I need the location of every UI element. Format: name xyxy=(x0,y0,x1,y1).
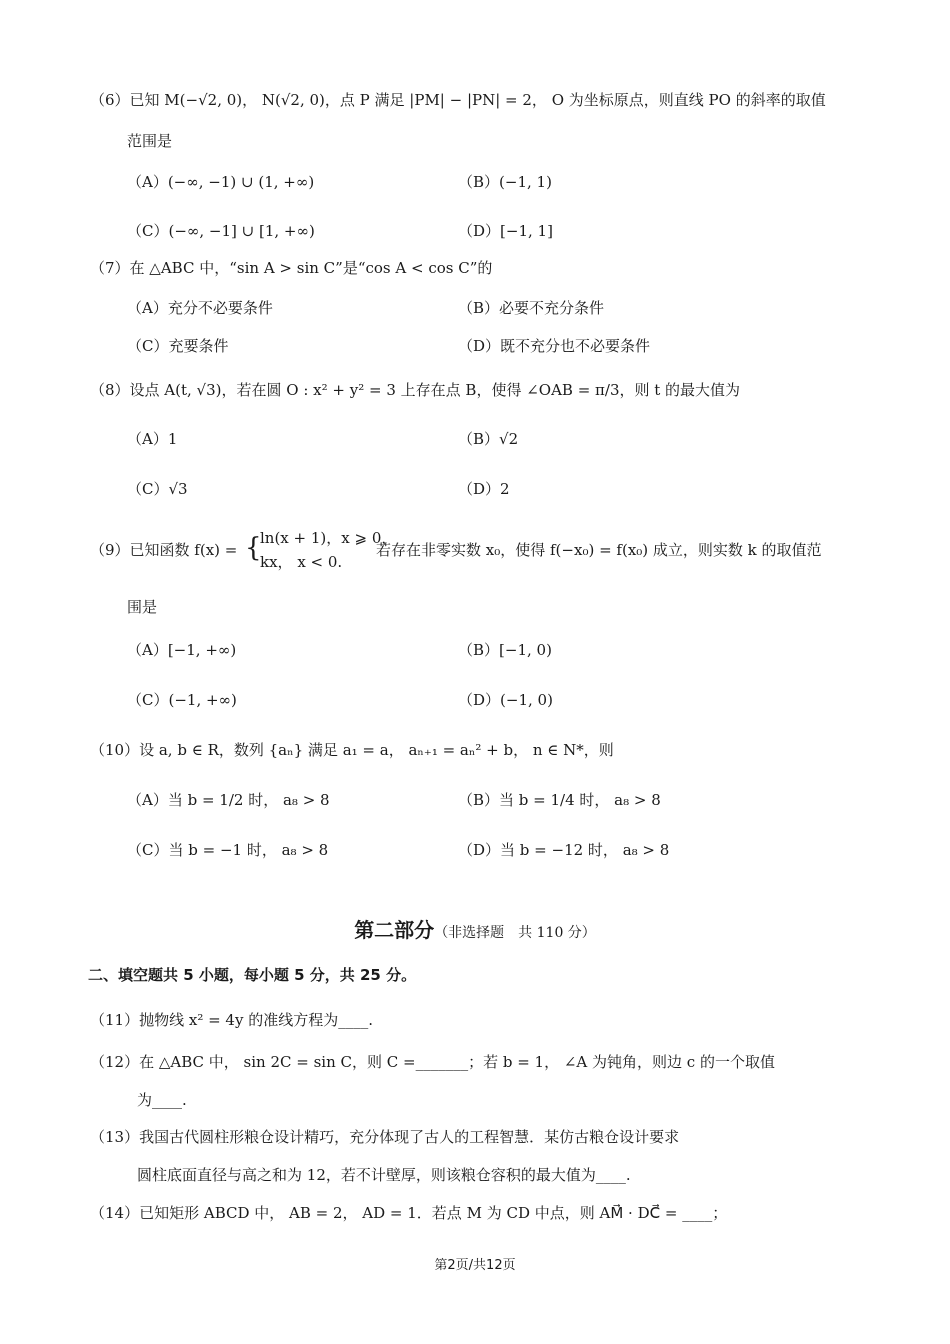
q9-case-2: kx， x < 0. xyxy=(260,553,343,571)
section-heading-fill-in: 二、填空题共 5 小题，每小题 5 分，共 25 分。 xyxy=(88,966,417,984)
q6-option-a: （A）(−∞, −1) ∪ (1, +∞) xyxy=(127,173,315,191)
page-number: 第2页/共12页 xyxy=(434,1258,516,1273)
q14-stem: （14）已知矩形 ABCD 中， AB = 2， AD = 1．若点 M 为 CD 中点，则 AM⃗ · DC⃗ = ____； xyxy=(90,1204,728,1222)
part-two-heading xyxy=(0,914,950,943)
q6-option-d: （D）[−1, 1] xyxy=(458,222,553,240)
q9-option-b: （B）[−1, 0) xyxy=(458,641,552,659)
q10-option-c: （C）当 b = −1 时， a₈ > 8 xyxy=(127,841,329,859)
q6-stem: （6）已知 M(−√2, 0)， N(√2, 0)，点 P 满足 |PM| − |PN| = 2， O 为坐标原点，则直线 PO 的斜率的取值 xyxy=(90,91,826,109)
q9-option-d: （D）(−1, 0) xyxy=(458,691,553,709)
q7-option-c: （C）充要条件 xyxy=(127,337,229,355)
q6-option-b: （B）(−1, 1) xyxy=(458,173,552,191)
q12-stem-cont: 为____. xyxy=(137,1091,187,1109)
q10-option-d: （D）当 b = −12 时， a₈ > 8 xyxy=(458,841,670,859)
q10-option-b: （B）当 b = 1/4 时， a₈ > 8 xyxy=(458,791,661,809)
q7-option-a: （A）充分不必要条件 xyxy=(127,299,273,317)
q13-stem-cont: 圆柱底面直径与高之和为 12，若不计壁厚，则该粮仓容积的最大值为____. xyxy=(137,1166,631,1184)
q7-option-b: （B）必要不充分条件 xyxy=(458,299,605,317)
q9-option-a: （A）[−1, +∞) xyxy=(127,641,237,659)
q6-stem-cont: 范围是 xyxy=(127,132,173,150)
q9-stem-pre: （9）已知函数 f(x) = xyxy=(90,541,238,559)
q9-stem-post: 若存在非零实数 x₀，使得 f(−x₀) = f(x₀) 成立，则实数 k 的取值范 xyxy=(376,541,822,559)
q8-option-c: （C）√3 xyxy=(127,480,188,498)
q9-stem-cont: 围是 xyxy=(127,598,158,616)
q11-stem: （11）抛物线 x² = 4y 的准线方程为____. xyxy=(90,1011,373,1029)
q9-brace: { xyxy=(245,533,262,563)
q10-option-a: （A）当 b = 1/2 时， a₈ > 8 xyxy=(127,791,330,809)
q8-option-d: （D）2 xyxy=(458,480,510,498)
part-two-title: 第二部分 xyxy=(354,918,435,942)
q12-stem: （12）在 △ABC 中， sin 2C = sin C，则 C =_______；若 b = 1， ∠A 为钝角，则边 c 的一个取值 xyxy=(90,1053,775,1071)
q13-stem: （13）我国古代圆柱形粮仓设计精巧，充分体现了古人的工程智慧．某仿古粮仓设计要求 xyxy=(90,1128,680,1146)
q9-option-c: （C）(−1, +∞) xyxy=(127,691,237,709)
q7-stem: （7）在 △ABC 中，“sin A > sin C”是“cos A < cos C”的 xyxy=(90,259,493,277)
q6-option-c: （C）(−∞, −1] ∪ [1, +∞) xyxy=(127,222,315,240)
part-two-subtitle: （非选择题 共 110 分） xyxy=(434,925,596,941)
q8-stem: （8）设点 A(t, √3)，若在圆 O : x² + y² = 3 上存在点 B，使得 ∠OAB = π/3，则 t 的最大值为 xyxy=(90,381,741,399)
q7-option-d: （D）既不充分也不必要条件 xyxy=(458,337,651,355)
q8-option-a: （A）1 xyxy=(127,430,178,448)
q10-stem: （10）设 a, b ∈ R，数列 {aₙ} 满足 a₁ = a， aₙ₊₁ = aₙ² + b， n ∈ N*，则 xyxy=(90,741,614,759)
q8-option-b: （B）√2 xyxy=(458,430,519,448)
q9-case-1: ln(x + 1)，x ⩾ 0， xyxy=(260,529,397,547)
